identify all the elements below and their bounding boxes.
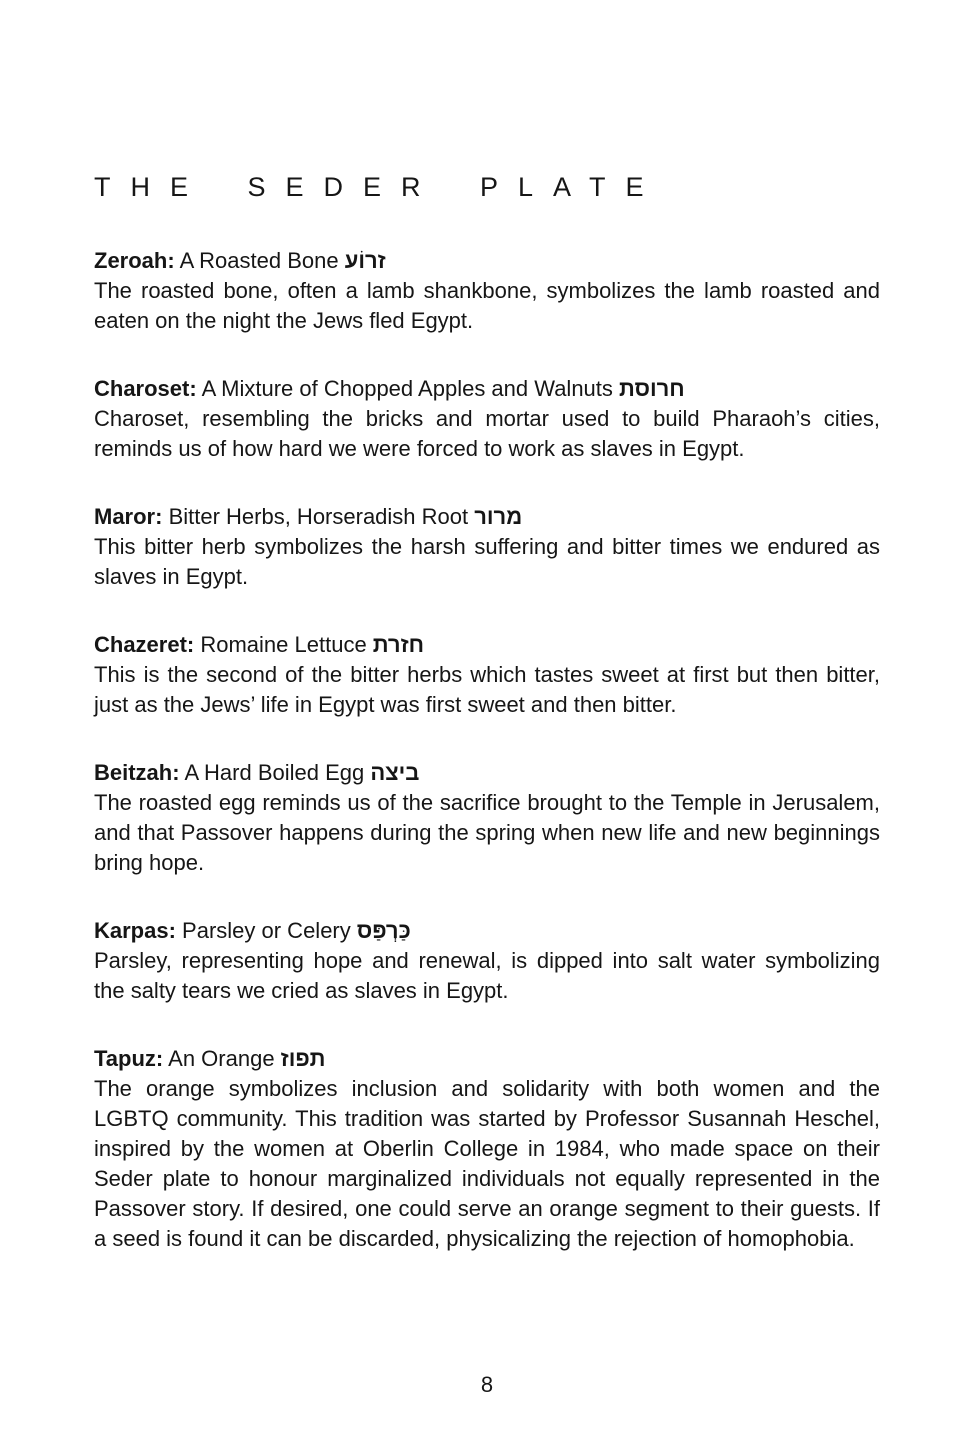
section-term: Maror: — [94, 504, 163, 529]
section-subtitle: A Hard Boiled Egg — [179, 760, 371, 785]
section-body: This bitter herb symbolizes the harsh suffering and bitter times we endured as slaves in Egypt. — [94, 534, 880, 589]
section-heading — [94, 1044, 880, 1074]
section-subtitle: Bitter Herbs, Horseradish Root — [162, 504, 475, 529]
section-body: This is the second of the bitter herbs which tastes sweet at first but then bitter, just as the Jews’ life in Egypt was first sweet and then bitter. — [94, 662, 880, 717]
section-body: The roasted bone, often a lamb shankbone, symbolizes the lamb roasted and eaten on the night the Jews fled Egypt. — [94, 278, 880, 333]
page-title: THE SEDER PLATE — [94, 172, 664, 202]
section-charoset — [94, 374, 880, 464]
section-hebrew-word: מרור — [474, 504, 523, 529]
section-subtitle: A Roasted Bone — [174, 248, 345, 273]
section-term: Karpas: — [94, 918, 176, 943]
section-zeroah — [94, 246, 880, 336]
section-chazeret — [94, 630, 880, 720]
section-term: Zeroah: — [94, 248, 175, 273]
section-hebrew-word: כַּרְפַּס — [356, 918, 411, 943]
section-hebrew-word: חרוסת — [619, 376, 685, 401]
section-subtitle: An Orange — [163, 1046, 281, 1071]
section-body: Charoset, resembling the bricks and mortar used to build Pharaoh’s cities, reminds us of how hard we were forced to work as slaves in Egypt. — [94, 406, 880, 461]
section-term: Beitzah: — [94, 760, 180, 785]
section-body: The roasted egg reminds us of the sacrifice brought to the Temple in Jerusalem, and that Passover happens during the spring when new life and new beginnings bring hope. — [94, 790, 880, 875]
section-hebrew-word: תפוז — [280, 1046, 326, 1071]
section-heading — [94, 916, 880, 946]
section-hebrew-word: זרוֹע — [344, 248, 386, 273]
section-heading — [94, 246, 880, 276]
section-tapuz — [94, 1044, 880, 1254]
section-hebrew-word: חזרת — [372, 632, 425, 657]
section-body: Parsley, representing hope and renewal, is dipped into salt water symbolizing the salty tears we cried as slaves in Egypt. — [94, 948, 880, 1003]
section-heading — [94, 374, 880, 404]
section-hebrew-word: ביצה — [370, 760, 420, 785]
section-subtitle: A Mixture of Chopped Apples and Walnuts — [196, 376, 620, 401]
page-number: 8 — [480, 1372, 494, 1397]
section-beitzah — [94, 758, 880, 878]
section-maror — [94, 502, 880, 592]
section-subtitle: Romaine Lettuce — [194, 632, 373, 657]
section-body: The orange symbolizes inclusion and solidarity with both women and the LGBTQ community. This tradition was started by Professor Susannah Heschel, inspired by the women at Oberlin College in 1984, who made space on their Seder plate to honour marginalized individuals not equally represented in the Passover story. If desired, one could serve an orange segment to their guests. If a seed is found it can be discarded, physicalizing the rejection of homophobia. — [94, 1076, 880, 1251]
section-heading — [94, 758, 880, 788]
section-term: Chazeret: — [94, 632, 195, 657]
section-term: Charoset: — [94, 376, 197, 401]
section-subtitle: Parsley or Celery — [175, 918, 357, 943]
section-karpas — [94, 916, 880, 1006]
section-heading — [94, 630, 880, 660]
section-term: Tapuz: — [94, 1046, 164, 1071]
section-heading — [94, 502, 880, 532]
